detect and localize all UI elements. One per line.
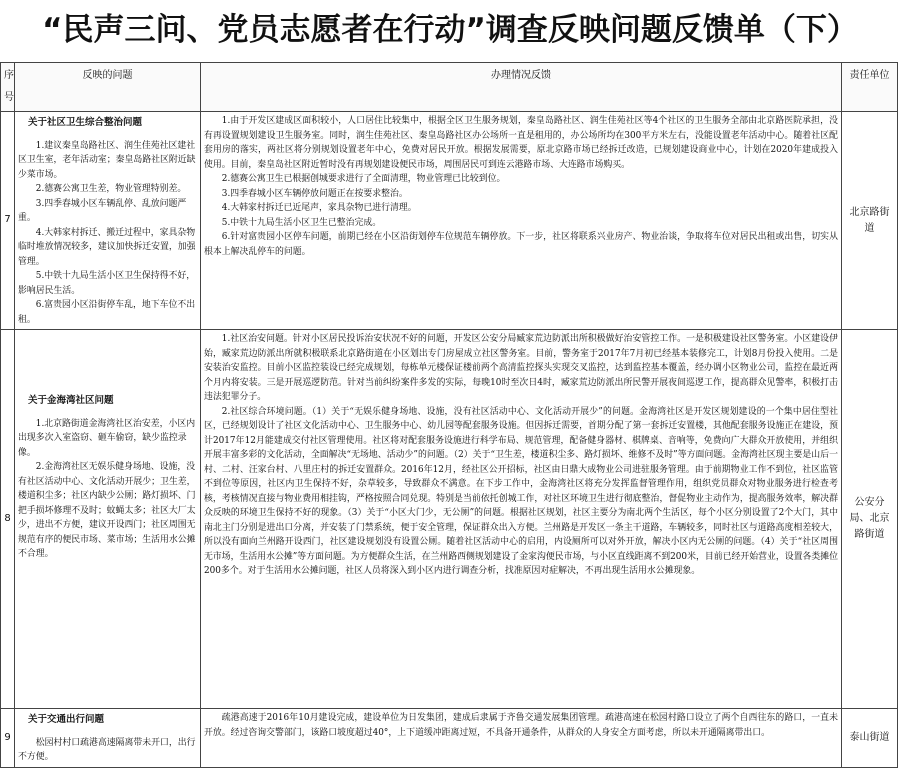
header-response: 办理情况反馈 [201,63,842,112]
response-cell [201,709,842,768]
issue-line: 2.金海湾社区无娱乐健身场地、设施，没有社区活动中心、文化活动开展少；卫生差，楼道积尘多；社区内缺少公厕；路灯损坏、门把手损坏修理不及时；蚊蝇太多；社区大厂太少，进出不方便，建议开设西门；社区周围无规范有序的便民市场、菜市场；生活用水公摊不合理。 [18,462,196,559]
response-line: 2.社区综合环境问题。（1）关于“无娱乐健身场地、设施，没有社区活动中心、文化活动开展少”的问题。金海湾社区是开发区规划建设的一个集中居住型社区，已经规划设计了社区文化活动中心、卫生服务中心、幼儿园等配套服务设施。但因拆迁需要，首期分配了第一套拆迁安置楼，其他配套服务设施正在建设，预计2017年12月能建成交付社区管理使用。社区将对配套服务设施进行科学布局、规范管理，配备健身器材、棋牌桌、音响等，免费向广大群众开放使用，并组织开展丰富多彩的文化活动，全面解决“无场地、活动少”的问题。（2）关于“卫生差，楼道积尘多、路灯损坏、维修不及时”等方面问题。金海湾社区现主要是山后一村、二村、汪家台村、八里庄村的拆迁安置群众。2016年12月，经社区公开招标，社区由日鼎大成物业公司进驻服务管理。由于前期物业工作不到位，社区监管不到位等原因，社区内卫生保持不好，杂草较多，导致群众不满意。在下步工作中，金海湾社区将充分发挥监督管理作用，组织党员群众对物业服务进行检查考核，考核情况直接与物业费用相挂钩，严格按照合同兑现。特别是当前依托创城工作，对社区环境卫生进行彻底整治，督促物业主动作为，提高服务效率，解决群众反映的环境卫生保持不好的现象。（3）关于“小区大门少，无公厕”的问题。根据社区规划，社区主要分为南北两个生活区，每个小区分别设置了2个大门，其中南北主门分别是进出口分离，并安装了门禁系统，便于安全管理，保证群众出入方便。兰州路是开发区一条主干道路，车辆较多，同时社区与道路高度相差较大，所以没有面向兰州路开设西门，社区建设规划没有设置公厕。随着社区活动中心的启用，内设厕所可以对外开放，解决小区内无公厕的问题。（4）关于“社区周围无市场，生活用水公摊”等方面问题。为方便群众生活，在兰州路西侧规划建设了金家沟便民市场，与小区直线距离不到200米，目前已经开始营业，设置各类摊位200多个。对于生活用水公摊问题，社区人员将深入到小区内进行调查分析，找准原因对症解决，不再出现生活用水公摊现象。 [204,406,838,576]
table-row [1,709,898,768]
response-line: 5.中铁十九局生活小区卫生已整治完成。 [221,217,382,228]
table-header-row [1,63,898,112]
issue-line: 3.四季春城小区车辆乱停、乱放问题严重。 [18,198,187,223]
row-number: 7 [1,112,15,330]
feedback-table [0,62,898,768]
issue-title: 关于交通出行问题 [28,714,105,725]
response-cell [201,330,842,709]
response-cell [201,112,842,330]
issue-line: 1.北京路街道金海湾社区治安差，小区内出现多次入室盗窃、砸车偷窃，缺少监控录像。 [18,418,196,458]
table-row [1,330,898,709]
response-line: 2.德赛公寓卫生已根据创城要求进行了全面清理，物业管理已比较到位。 [221,174,506,184]
responsible-unit: 泰山街道 [842,709,898,768]
issue-line: 2.德赛公寓卫生差，物业管理特别差。 [35,184,187,194]
issue-line: 1.建议秦皇岛路社区、润生佳苑社区建社区卫生室，老年活动室；秦皇岛路社区附近缺少菜市场。 [18,140,196,180]
response-line: 疏港高速于2016年10月建设完成，建设单位为日发集团，建成后隶属于齐鲁交通发展集团管理。疏港高速在松园村路口设立了两个自西往东的路口，一直未开放。经过咨询交警部门，该路口坡度超过40°，上下道缓冲距离过短，不具备开通条件，从群众的人身安全方面考虑，所以未开通隔离带出口。 [204,713,838,738]
responsible-unit: 北京路街道 [842,112,898,330]
page-title: “民声三问、党员志愿者在行动”调查反映问题反馈单（下） [42,12,858,48]
issue-line: 松园村村口疏港高速隔离带未开口，出行不方便。 [18,737,196,762]
issue-cell [15,709,201,768]
issue-line: 5.中铁十九局生活小区卫生保持得不好，影响居民生活。 [18,271,196,296]
row-number: 9 [1,709,15,768]
issue-line: 4.大韩家村拆迁、搬迁过程中，家具杂物临时堆放情况较多，建议加快拆迁安置，加强管理。 [18,227,196,267]
issue-cell [15,330,201,709]
response-line: 1.由于开发区建成区面积较小，人口居住比较集中，根据全区卫生服务规划，秦皇岛路社区、润生佳苑社区等4个社区的卫生服务全部由北京路医院承担，没有再设置规划建设卫生服务室。同时，润生佳苑社区、秦皇岛路社区办公场所一直是租用的，办公场所均在300平方米左右，没能设置老年活动中心。随着社区配套用房的落实，两社区将分别规划设置老年中心，免费对居民开放。根据发展需要，原北京路市场已经拆迁改造，已规划建设商业中心，计划在2020年建成投入使用。目前，秦皇岛社区附近暂时没有再规划建设便民市场，周围居民可到连云港路市场、大连路市场购买。 [204,116,838,170]
row-number: 8 [1,330,15,709]
issue-cell [15,112,201,330]
header-unit: 责任单位 [842,63,898,112]
response-line: 6.针对富贵园小区停车问题，前期已经在小区沿街划停车位规范车辆停放。下一步，社区将联系兴业房产、物业治谈，争取将车位对居民出租或出售，切实从根本上解决乱停车的问题。 [204,232,838,257]
issue-title: 关于金海湾社区问题 [28,395,114,406]
issue-title: 关于社区卫生综合整治问题 [28,117,143,128]
response-line: 3.四季春城小区车辆停放问题正在按要求整治。 [221,188,408,199]
responsible-unit: 公安分局、北京路街道 [842,330,898,709]
response-line: 4.大韩家村拆迁已近尾声，家具杂物已进行清理。 [221,203,417,213]
header-num: 序号 [1,63,15,112]
response-line: 1.社区治安问题。针对小区居民投诉治安状况不好的问题，开发区公安分局臧家荒边防派出所积极做好治安管控工作。一是积极建设社区警务室。小区建设伊始，臧家荒边防派出所就积极联系北京路街道在小区划出专门房屋成立社区警务室。目前，警务室于2017年7月初已经基本装修完工，计划8月份投入使用。二是安装治安监控。目前小区监控装设已经完成规划，每栋单元楼保证楼前两个高清监控探头实现交叉监控，达到监控基本覆盖，经办调小区物业公司，监控在最近两个月内将安装。三是开展巡逻防范。针对当前纠纷案件多发的实际，每晚10时至次日4时，臧家荒边防派出所民警开展夜间巡逻工作，提高群众见警率，积极打击违法犯罪分子。 [204,334,838,402]
header-issue: 反映的问题 [15,63,201,112]
table-row [1,112,898,330]
issue-line: 6.富贵园小区沿街停车乱，地下车位不出租。 [18,300,196,325]
